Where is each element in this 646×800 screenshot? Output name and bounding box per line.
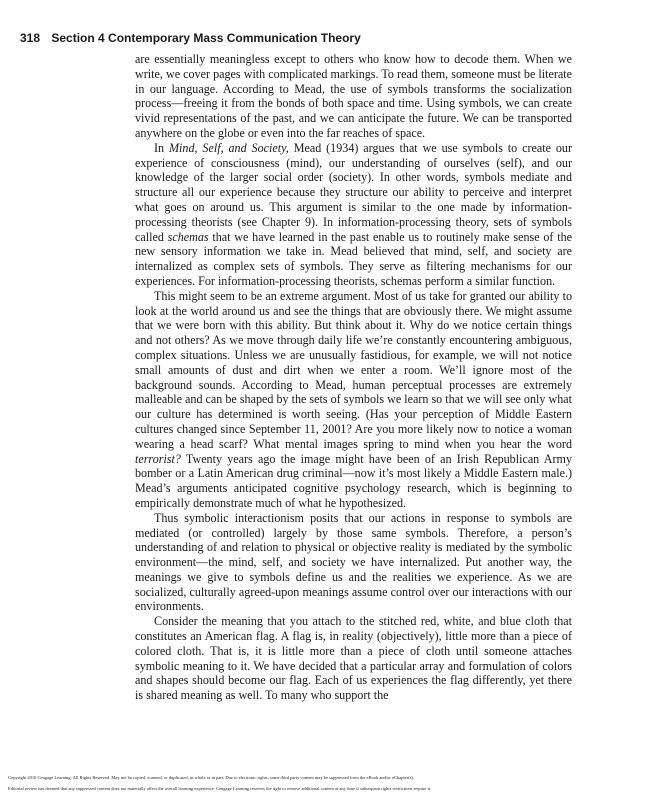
paragraph-5 — [135, 614, 572, 703]
text-run: In — [154, 140, 169, 155]
text-run: Thus symbolic interactionism posits that our actions in response to symbols are mediated (or controlled) largely by those same symbols. Therefore, a person’s understanding of and relation to physical or objective reality is mediated by the symbolic environment—the mind, self, and society we have internalized. Put another way, the meanings we give to symbols define us and the realities we experience. As we are socialized, culturally agreed-upon meanings assume control over our interactions with our environments. — [135, 510, 572, 614]
text-run: Mead (1934) argues that we use symbols to create our experience of consciousness (mind), our understanding of ourselves (self), and our knowledge of the larger social order (society). In other words, symbols mediate and structure all our experience because they structure our ability to perceive and interpret what goes on around us. This argument is similar to the one made by information-processing theorists (see Chapter 9). In information-processing theory, sets of symbols called — [135, 140, 572, 244]
running-title: Section 4 Contemporary Mass Communication Theory — [51, 31, 361, 45]
paragraph-1 — [135, 52, 572, 141]
italic-text: schemas — [167, 229, 209, 244]
italic-text: terrorist? — [135, 451, 181, 466]
paragraph-2 — [135, 141, 572, 289]
text-run: Twenty years ago the image might have been of an Irish Republican Army bomber or a Latin American drug criminal—now it’s most likely a Middle Eastern male.) Mead’s arguments anticipated cognitive psychology research, which is beginning to empirically demonstrate much of what he hypothesized. — [135, 451, 572, 510]
italic-text: Mind, Self, and Society, — [168, 140, 289, 155]
paragraph-3 — [135, 289, 572, 511]
paragraph-4 — [135, 511, 572, 615]
copyright-notice: Copyright 2010 Cengage Learning. All Rights Reserved. May not be copied, scanned, or duplicated, in whole or in part. Due to electronic rights, some third party content may be suppressed from the eBook and/or eChapter(s). — [8, 775, 415, 780]
page-number: 318 — [20, 31, 41, 45]
editorial-notice: Editorial review has deemed that any suppressed content does not materially affect the overall learning experience. Cengage Learning reserves the right to remove additional content at any time if subsequent rights restrictions require it. — [8, 786, 432, 791]
body-text — [135, 52, 572, 703]
text-run: This might seem to be an extreme argument. Most of us take for granted our ability to look at the world around us and see the things that are obviously there. We might assume that we were born with this ability. But think about it. Why do we notice certain things and not others? As we move through daily life we’re constantly encountering ambiguous, complex situations. Unless we are unusually fastidious, for example, we will not notice small amounts of dust and dirt when we enter a room. We’ll ignore most of the background sounds. According to Mead, human perceptual processes are extremely malleable and can be shaped by the sets of symbols we learn so that we will see only what our culture has determined is worth seeing. (Has your perception of Middle Eastern cultures changed since September 11, 2001? Are you more likely now to notice a woman wearing a head scarf? What mental images spring to mind when you hear the word — [135, 288, 572, 451]
text-run: are essentially meaningless except to others who know how to decode them. When we write, we cover pages with complicated markings. To read them, someone must be literate in our language. According to Mead, the use of symbols transforms the socialization process—freeing it from the bonds of both space and time. Using symbols, we can create vivid representations of the past, and we can anticipate the future. We can be transported anywhere on the globe or even into the far reaches of space. — [135, 52, 572, 140]
text-run: Consider the meaning that you attach to the stitched red, white, and blue cloth that constitutes an American flag. A flag is, in reality (objectively), little more than a piece of colored cloth. That is, it is little more than a piece of cloth until someone attaches symbolic meaning to it. We have decided that a particular array and formulation of colors and shapes should become our flag. Each of us experiences the flag differently, yet there is shared meaning as well. To many who support the — [135, 614, 572, 703]
page-header — [20, 31, 361, 45]
text-run: that we have learned in the past enable us to routinely make sense of the new sensory information we take in. Mead believed that mind, self, and society are internalized as complex sets of symbols. They serve as filtering mechanisms for our experiences. For information-processing theorists, schemas perform a similar function. — [135, 229, 572, 288]
